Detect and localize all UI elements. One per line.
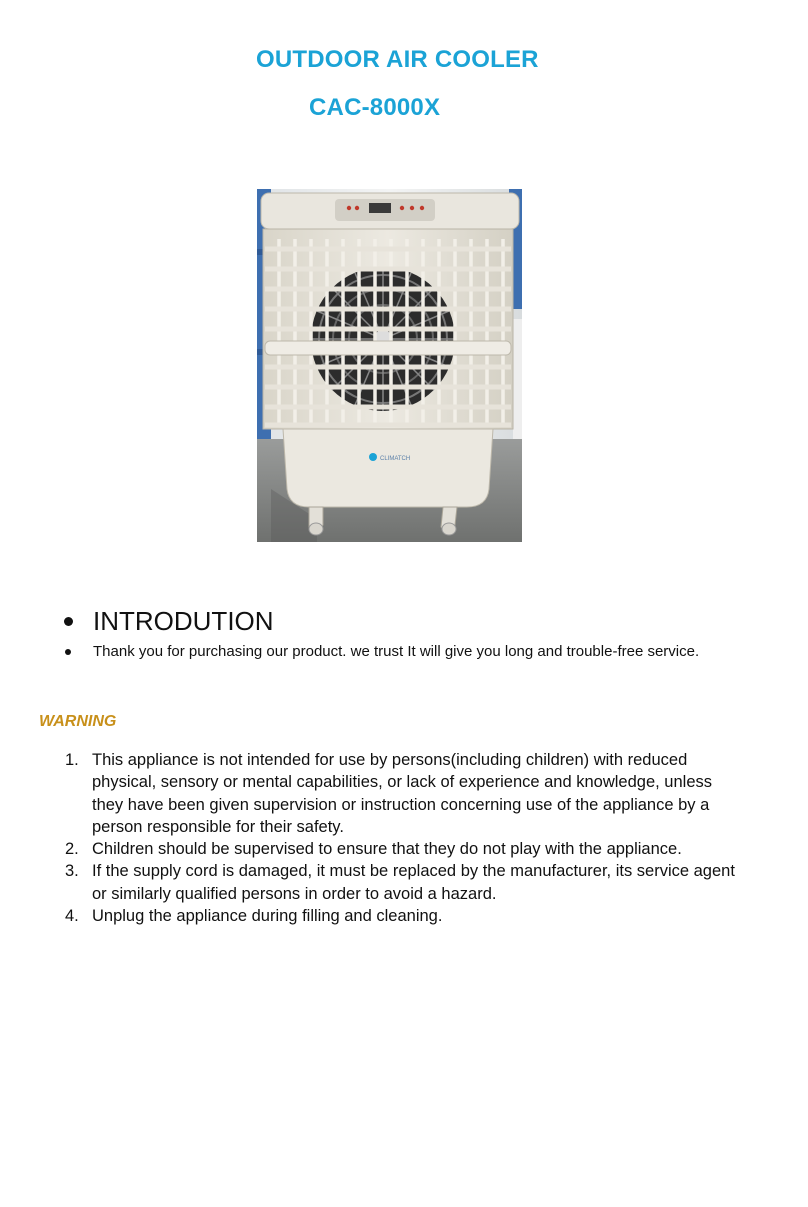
- warning-label: WARNING: [39, 713, 117, 730]
- warning-item-text: Children should be supervised to ensure that they do not play with the appliance.: [92, 840, 682, 859]
- product-photo: [257, 189, 522, 542]
- warning-item: [62, 905, 742, 927]
- brand-label: CLIMATCH: [380, 456, 411, 462]
- warning-item: [62, 838, 742, 860]
- warning-item-text: This appliance is not intended for use by persons(including children) with reduced physical, sensory or mental capabilities, or lack of experience and knowledge, unless they have been given supervision or instruction concerning use of the appliance by a person responsible for their safety.: [92, 751, 712, 836]
- intro-heading-text: INTRODUTION: [93, 606, 274, 636]
- bullet-icon: [64, 617, 73, 626]
- intro-text: [62, 643, 699, 660]
- list-number: 2.: [65, 840, 79, 859]
- model-number: CAC-8000X: [309, 94, 441, 121]
- warning-item-text: If the supply cord is damaged, it must be replaced by the manufacturer, its service agent or similarly qualified persons in order to avoid a hazard.: [92, 862, 735, 903]
- list-number: 4.: [65, 907, 79, 926]
- warning-item-text: Unplug the appliance during filling and cleaning.: [92, 907, 443, 926]
- intro-text-content: Thank you for purchasing our product. we trust It will give you long and trouble-free service.: [93, 643, 700, 660]
- warning-item: [62, 860, 742, 905]
- warning-list: [62, 749, 742, 927]
- document-title: OUTDOOR AIR COOLER: [256, 46, 539, 73]
- intro-heading: [62, 606, 274, 637]
- bullet-icon: [65, 649, 71, 655]
- list-number: 3.: [65, 862, 79, 881]
- list-number: 1.: [65, 751, 79, 769]
- warning-item: [62, 749, 742, 838]
